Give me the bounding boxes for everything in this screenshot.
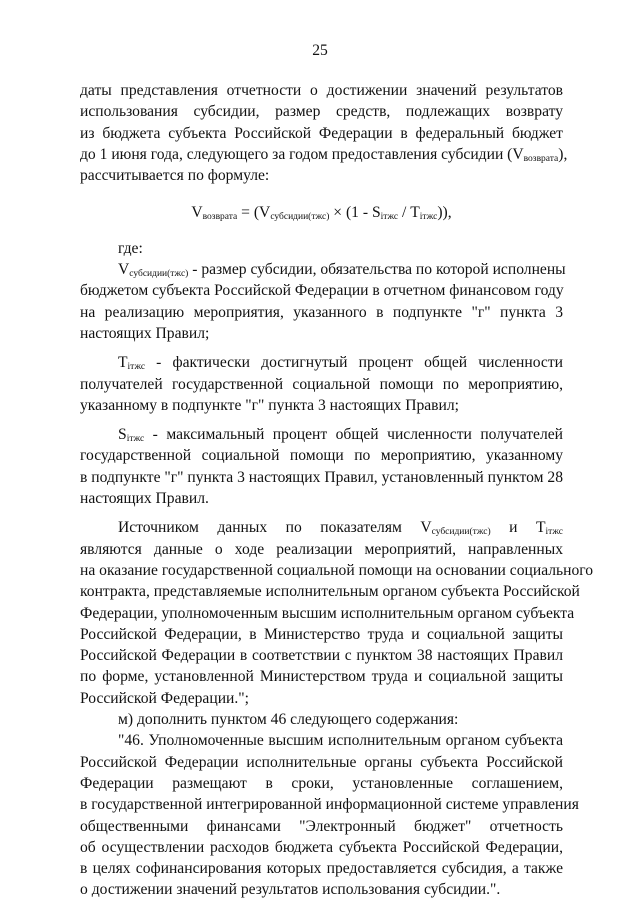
text-line: в государственной интегрированной информационной системе управления	[80, 796, 579, 814]
text-line: до 1 июня года, следующего за годом предоставления субсидии $(V_{возврата})$,	[80, 145, 568, 164]
page-number: 25	[312, 42, 328, 59]
item-m: м) дополнить пунктом 46 следующего содержания:	[118, 711, 459, 729]
text-line: о достижении значений результатов использования субсидии.".	[80, 881, 501, 899]
text-line: Российской Федерации исполнительные органы субъекта Российской	[80, 753, 563, 771]
sources-paragraph: Источником данных по показателям $V_{субсидии(тжс)}$ и $T_{ітжс}$	[118, 519, 563, 538]
document-body	[80, 80, 594, 901]
text-line: настоящих Правил;	[80, 324, 210, 342]
text-line: бюджетом субъекта Российской Федерации в отчетном финансовом году	[80, 282, 564, 300]
text-line: в подпункте "г" пункта 3 настоящих Правил, установленный пунктом 28	[80, 468, 563, 486]
text-line: использования субсидии, размер средств, подлежащих возврату	[80, 103, 563, 121]
text-line: Российской Федерации, в Министерство труда и социальной защиты	[80, 625, 563, 643]
text-line: на оказание государственной социальной помощи на основании социального	[80, 561, 594, 579]
text-line: в целях софинансирования которых предоставляется субсидия, а также	[80, 860, 563, 878]
text-line: на реализацию мероприятия, указанного в подпункте "г" пункта 3	[80, 303, 563, 321]
text-line: являются данные о ходе реализации мероприятий, направленных	[80, 540, 563, 558]
text-line: контракта, представляемые исполнительным органом субъекта Российской	[80, 583, 580, 601]
text-line: указанному в подпункте "г" пункта 3 настоящих Правил;	[80, 396, 459, 414]
definition-t: $T_{ітжс}$ - фактически достигнутый процент общей численности	[118, 354, 563, 373]
text-line: получателей государственной социальной помощи по мероприятию,	[80, 375, 563, 393]
text-line: настоящих Правил.	[80, 490, 209, 508]
text-line: государственной социальной помощи по мероприятию, указанному	[80, 447, 563, 465]
text-line: Российской Федерации.";	[80, 689, 249, 707]
text-line: из бюджета субъекта Российской Федерации в федеральный бюджет	[80, 124, 563, 142]
text-line: даты представления отчетности о достижении значений результатов	[80, 82, 563, 99]
text-line: общественными финансами "Электронный бюджет" отчетность	[80, 817, 563, 835]
text-line: Федерации размещают в сроки, установленные соглашением,	[80, 774, 563, 792]
text-line: рассчитывается по формуле:	[80, 167, 270, 185]
text-line: об осуществлении расходов бюджета субъекта Российской Федерации,	[80, 838, 563, 856]
where-label: где:	[118, 239, 143, 257]
definition-v: $V_{субсидии(тжс)}$ - размер субсидии, обязательства по которой исполнены	[118, 261, 566, 280]
formula: $V_{возврата} = (V_{субсидии(тжс)} \times (1 - S_{ітжс} / T_{ітжс}))$,	[191, 204, 452, 223]
text-line: Федерации, уполномоченным высшим исполнительным органом субъекта	[80, 604, 575, 622]
text-line: Российской Федерации в соответствии с пунктом 38 настоящих Правил	[80, 647, 563, 665]
text-line: по форме, установленной Министерством труда и социальной защиты	[80, 668, 563, 686]
clause-46: "46. Уполномоченные высшим исполнительным органом субъекта	[118, 732, 563, 750]
definition-s: $S_{ітжс}$ - максимальный процент общей численности получателей	[118, 426, 563, 445]
